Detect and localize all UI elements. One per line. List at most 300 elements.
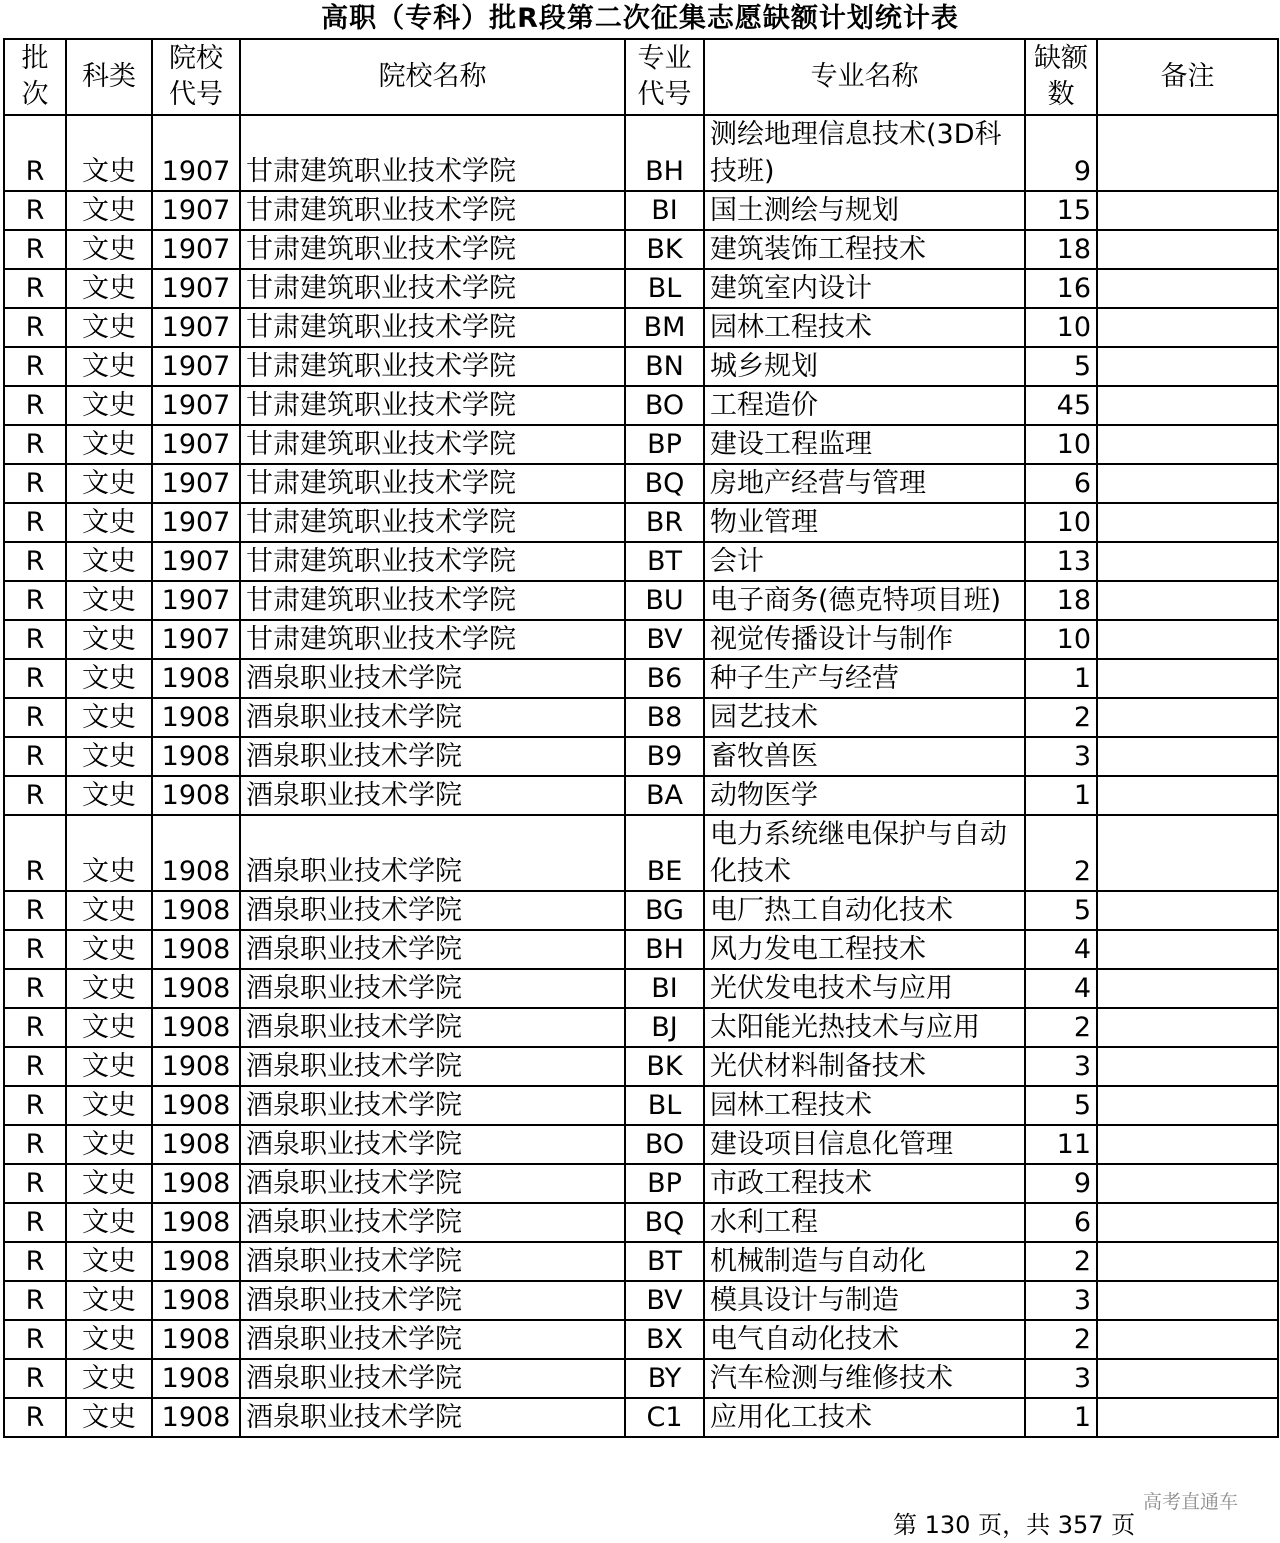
cell-vacancy-count: 5 <box>1025 347 1097 386</box>
cell-batch: R <box>4 620 66 659</box>
cell-remarks <box>1097 620 1278 659</box>
cell-category: 文史 <box>66 737 152 776</box>
cell-major-name: 工程造价 <box>704 386 1025 425</box>
cell-remarks <box>1097 1047 1278 1086</box>
cell-batch: R <box>4 269 66 308</box>
cell-major-code: BP <box>625 1164 704 1203</box>
table-row <box>4 1125 1278 1164</box>
cell-major-code: BT <box>625 542 704 581</box>
cell-major-name: 应用化工技术 <box>704 1398 1025 1437</box>
cell-batch: R <box>4 969 66 1008</box>
cell-major-name: 机械制造与自动化 <box>704 1242 1025 1281</box>
cell-school-name: 甘肃建筑职业技术学院 <box>240 542 625 581</box>
cell-category: 文史 <box>66 969 152 1008</box>
cell-vacancy-count: 9 <box>1025 115 1097 191</box>
cell-school-name: 甘肃建筑职业技术学院 <box>240 191 625 230</box>
cell-school-code: 1908 <box>152 659 240 698</box>
cell-category: 文史 <box>66 1281 152 1320</box>
cell-category: 文史 <box>66 930 152 969</box>
cell-school-name: 酒泉职业技术学院 <box>240 930 625 969</box>
cell-school-name: 甘肃建筑职业技术学院 <box>240 503 625 542</box>
cell-school-code: 1908 <box>152 698 240 737</box>
cell-remarks <box>1097 425 1278 464</box>
cell-remarks <box>1097 1281 1278 1320</box>
cell-batch: R <box>4 347 66 386</box>
cell-school-code: 1908 <box>152 969 240 1008</box>
cell-batch: R <box>4 1008 66 1047</box>
plan-table <box>3 38 1279 1438</box>
table-row <box>4 542 1278 581</box>
cell-school-name: 酒泉职业技术学院 <box>240 1320 625 1359</box>
cell-major-code: BV <box>625 1281 704 1320</box>
table-row <box>4 815 1278 891</box>
cell-remarks <box>1097 891 1278 930</box>
cell-major-name: 测绘地理信息技术(3D科技班) <box>704 115 1025 191</box>
cell-category: 文史 <box>66 659 152 698</box>
cell-remarks <box>1097 1164 1278 1203</box>
cell-batch: R <box>4 1125 66 1164</box>
cell-school-code: 1908 <box>152 776 240 815</box>
cell-major-name: 物业管理 <box>704 503 1025 542</box>
cell-batch: R <box>4 1320 66 1359</box>
cell-vacancy-count: 10 <box>1025 620 1097 659</box>
table-row <box>4 503 1278 542</box>
cell-batch: R <box>4 503 66 542</box>
cell-category: 文史 <box>66 1242 152 1281</box>
cell-school-name: 甘肃建筑职业技术学院 <box>240 115 625 191</box>
cell-remarks <box>1097 115 1278 191</box>
cell-school-name: 酒泉职业技术学院 <box>240 1125 625 1164</box>
header-row <box>4 39 1278 115</box>
table-row <box>4 659 1278 698</box>
cell-major-name: 汽车检测与维修技术 <box>704 1359 1025 1398</box>
cell-school-code: 1908 <box>152 1086 240 1125</box>
cell-major-name: 风力发电工程技术 <box>704 930 1025 969</box>
cell-category: 文史 <box>66 542 152 581</box>
cell-major-name: 建设工程监理 <box>704 425 1025 464</box>
cell-major-name: 畜牧兽医 <box>704 737 1025 776</box>
cell-school-code: 1907 <box>152 347 240 386</box>
cell-school-name: 酒泉职业技术学院 <box>240 659 625 698</box>
cell-vacancy-count: 2 <box>1025 1008 1097 1047</box>
cell-major-code: BJ <box>625 1008 704 1047</box>
table-row <box>4 230 1278 269</box>
cell-vacancy-count: 2 <box>1025 1320 1097 1359</box>
cell-category: 文史 <box>66 347 152 386</box>
table-row <box>4 1359 1278 1398</box>
cell-school-name: 酒泉职业技术学院 <box>240 1398 625 1437</box>
cell-vacancy-count: 10 <box>1025 503 1097 542</box>
cell-category: 文史 <box>66 1398 152 1437</box>
cell-major-name: 模具设计与制造 <box>704 1281 1025 1320</box>
cell-remarks <box>1097 1320 1278 1359</box>
cell-major-code: BY <box>625 1359 704 1398</box>
cell-major-code: BQ <box>625 1203 704 1242</box>
cell-remarks <box>1097 659 1278 698</box>
cell-major-code: BO <box>625 386 704 425</box>
cell-school-code: 1908 <box>152 737 240 776</box>
cell-major-code: BE <box>625 815 704 891</box>
cell-vacancy-count: 10 <box>1025 308 1097 347</box>
table-row <box>4 737 1278 776</box>
cell-school-code: 1908 <box>152 891 240 930</box>
cell-school-name: 甘肃建筑职业技术学院 <box>240 386 625 425</box>
cell-school-name: 酒泉职业技术学院 <box>240 1047 625 1086</box>
cell-batch: R <box>4 1047 66 1086</box>
cell-vacancy-count: 5 <box>1025 1086 1097 1125</box>
cell-major-name: 房地产经营与管理 <box>704 464 1025 503</box>
cell-major-name: 电子商务(德克特项目班) <box>704 581 1025 620</box>
cell-vacancy-count: 45 <box>1025 386 1097 425</box>
cell-major-name: 园林工程技术 <box>704 1086 1025 1125</box>
cell-batch: R <box>4 386 66 425</box>
cell-school-code: 1908 <box>152 1242 240 1281</box>
cell-school-code: 1908 <box>152 1047 240 1086</box>
cell-vacancy-count: 4 <box>1025 930 1097 969</box>
cell-category: 文史 <box>66 1359 152 1398</box>
cell-major-code: BH <box>625 115 704 191</box>
cell-category: 文史 <box>66 1164 152 1203</box>
table-row <box>4 1398 1278 1437</box>
cell-category: 文史 <box>66 1047 152 1086</box>
table-row <box>4 1164 1278 1203</box>
cell-school-name: 酒泉职业技术学院 <box>240 1203 625 1242</box>
cell-category: 文史 <box>66 425 152 464</box>
table-row <box>4 1242 1278 1281</box>
cell-school-code: 1907 <box>152 542 240 581</box>
cell-vacancy-count: 3 <box>1025 1359 1097 1398</box>
cell-category: 文史 <box>66 1125 152 1164</box>
cell-school-name: 酒泉职业技术学院 <box>240 1164 625 1203</box>
table-row <box>4 1320 1278 1359</box>
cell-major-code: BI <box>625 969 704 1008</box>
cell-school-name: 酒泉职业技术学院 <box>240 737 625 776</box>
cell-major-name: 建筑室内设计 <box>704 269 1025 308</box>
cell-remarks <box>1097 230 1278 269</box>
table-row <box>4 1047 1278 1086</box>
cell-vacancy-count: 4 <box>1025 969 1097 1008</box>
cell-school-code: 1907 <box>152 230 240 269</box>
cell-school-name: 酒泉职业技术学院 <box>240 1281 625 1320</box>
cell-major-name: 园林工程技术 <box>704 308 1025 347</box>
cell-category: 文史 <box>66 1320 152 1359</box>
cell-vacancy-count: 18 <box>1025 581 1097 620</box>
cell-school-name: 酒泉职业技术学院 <box>240 1242 625 1281</box>
cell-major-name: 市政工程技术 <box>704 1164 1025 1203</box>
table-row <box>4 1203 1278 1242</box>
cell-major-code: BM <box>625 308 704 347</box>
cell-batch: R <box>4 308 66 347</box>
cell-school-code: 1908 <box>152 1359 240 1398</box>
cell-vacancy-count: 1 <box>1025 776 1097 815</box>
cell-vacancy-count: 1 <box>1025 1398 1097 1437</box>
cell-major-name: 光伏发电技术与应用 <box>704 969 1025 1008</box>
cell-batch: R <box>4 230 66 269</box>
cell-remarks <box>1097 815 1278 891</box>
cell-vacancy-count: 5 <box>1025 891 1097 930</box>
cell-vacancy-count: 3 <box>1025 737 1097 776</box>
table-row <box>4 1008 1278 1047</box>
cell-major-name: 国土测绘与规划 <box>704 191 1025 230</box>
cell-batch: R <box>4 115 66 191</box>
cell-school-code: 1907 <box>152 581 240 620</box>
cell-major-code: B6 <box>625 659 704 698</box>
cell-vacancy-count: 11 <box>1025 1125 1097 1164</box>
table-row <box>4 191 1278 230</box>
cell-batch: R <box>4 1398 66 1437</box>
cell-school-code: 1907 <box>152 620 240 659</box>
cell-school-code: 1908 <box>152 1125 240 1164</box>
cell-major-code: BG <box>625 891 704 930</box>
table-row <box>4 891 1278 930</box>
table-row <box>4 969 1278 1008</box>
cell-school-code: 1908 <box>152 1398 240 1437</box>
cell-school-name: 酒泉职业技术学院 <box>240 1359 625 1398</box>
cell-major-name: 电气自动化技术 <box>704 1320 1025 1359</box>
header-category: 科类 <box>66 39 152 115</box>
cell-category: 文史 <box>66 698 152 737</box>
cell-school-code: 1907 <box>152 464 240 503</box>
cell-major-code: BL <box>625 269 704 308</box>
cell-major-code: B8 <box>625 698 704 737</box>
cell-major-name: 园艺技术 <box>704 698 1025 737</box>
cell-category: 文史 <box>66 1203 152 1242</box>
header-batch: 批次 <box>4 39 66 115</box>
cell-major-name: 光伏材料制备技术 <box>704 1047 1025 1086</box>
cell-major-code: BH <box>625 930 704 969</box>
cell-batch: R <box>4 1281 66 1320</box>
cell-major-code: BA <box>625 776 704 815</box>
cell-vacancy-count: 10 <box>1025 425 1097 464</box>
cell-school-name: 甘肃建筑职业技术学院 <box>240 347 625 386</box>
table-row <box>4 930 1278 969</box>
cell-major-name: 动物医学 <box>704 776 1025 815</box>
cell-batch: R <box>4 776 66 815</box>
cell-school-name: 甘肃建筑职业技术学院 <box>240 308 625 347</box>
cell-school-code: 1907 <box>152 503 240 542</box>
table-row <box>4 1086 1278 1125</box>
cell-remarks <box>1097 698 1278 737</box>
cell-remarks <box>1097 1008 1278 1047</box>
cell-school-name: 甘肃建筑职业技术学院 <box>240 425 625 464</box>
cell-major-name: 视觉传播设计与制作 <box>704 620 1025 659</box>
table-row <box>4 698 1278 737</box>
table-row <box>4 464 1278 503</box>
cell-major-name: 城乡规划 <box>704 347 1025 386</box>
cell-category: 文史 <box>66 269 152 308</box>
cell-school-code: 1908 <box>152 1164 240 1203</box>
header-remarks: 备注 <box>1097 39 1278 115</box>
cell-school-code: 1908 <box>152 1281 240 1320</box>
page-title: 高职（专科）批R段第二次征集志愿缺额计划统计表 <box>321 3 959 34</box>
cell-batch: R <box>4 891 66 930</box>
cell-remarks <box>1097 581 1278 620</box>
cell-remarks <box>1097 930 1278 969</box>
cell-remarks <box>1097 347 1278 386</box>
table-row <box>4 386 1278 425</box>
cell-major-code: BT <box>625 1242 704 1281</box>
cell-remarks <box>1097 1203 1278 1242</box>
cell-remarks <box>1097 503 1278 542</box>
cell-remarks <box>1097 1359 1278 1398</box>
cell-vacancy-count: 3 <box>1025 1047 1097 1086</box>
table-row <box>4 425 1278 464</box>
cell-batch: R <box>4 1086 66 1125</box>
cell-major-code: B9 <box>625 737 704 776</box>
cell-major-name: 种子生产与经营 <box>704 659 1025 698</box>
cell-vacancy-count: 6 <box>1025 1203 1097 1242</box>
cell-batch: R <box>4 737 66 776</box>
cell-major-name: 太阳能光热技术与应用 <box>704 1008 1025 1047</box>
cell-batch: R <box>4 464 66 503</box>
cell-category: 文史 <box>66 386 152 425</box>
cell-remarks <box>1097 1125 1278 1164</box>
cell-category: 文史 <box>66 464 152 503</box>
cell-category: 文史 <box>66 620 152 659</box>
cell-remarks <box>1097 269 1278 308</box>
cell-vacancy-count: 18 <box>1025 230 1097 269</box>
cell-school-code: 1908 <box>152 1320 240 1359</box>
cell-remarks <box>1097 386 1278 425</box>
cell-remarks <box>1097 776 1278 815</box>
cell-category: 文史 <box>66 1008 152 1047</box>
cell-vacancy-count: 15 <box>1025 191 1097 230</box>
table-row <box>4 1281 1278 1320</box>
cell-school-name: 甘肃建筑职业技术学院 <box>240 269 625 308</box>
cell-major-name: 会计 <box>704 542 1025 581</box>
cell-remarks <box>1097 191 1278 230</box>
cell-school-name: 甘肃建筑职业技术学院 <box>240 620 625 659</box>
cell-vacancy-count: 16 <box>1025 269 1097 308</box>
table-row <box>4 581 1278 620</box>
cell-major-code: C1 <box>625 1398 704 1437</box>
cell-batch: R <box>4 1242 66 1281</box>
cell-school-code: 1907 <box>152 191 240 230</box>
cell-remarks <box>1097 464 1278 503</box>
cell-vacancy-count: 13 <box>1025 542 1097 581</box>
cell-vacancy-count: 2 <box>1025 815 1097 891</box>
cell-batch: R <box>4 698 66 737</box>
cell-school-name: 酒泉职业技术学院 <box>240 1008 625 1047</box>
cell-major-code: BN <box>625 347 704 386</box>
header-school-code: 院校代号 <box>152 39 240 115</box>
cell-school-name: 酒泉职业技术学院 <box>240 698 625 737</box>
table-body <box>4 115 1278 1437</box>
cell-school-code: 1908 <box>152 1008 240 1047</box>
cell-batch: R <box>4 815 66 891</box>
cell-remarks <box>1097 737 1278 776</box>
cell-school-name: 酒泉职业技术学院 <box>240 776 625 815</box>
cell-major-code: BO <box>625 1125 704 1164</box>
cell-school-code: 1908 <box>152 1203 240 1242</box>
cell-remarks <box>1097 1086 1278 1125</box>
cell-school-name: 甘肃建筑职业技术学院 <box>240 230 625 269</box>
cell-category: 文史 <box>66 230 152 269</box>
cell-major-name: 电力系统继电保护与自动化技术 <box>704 815 1025 891</box>
cell-school-code: 1907 <box>152 308 240 347</box>
cell-category: 文史 <box>66 815 152 891</box>
table-row <box>4 308 1278 347</box>
cell-batch: R <box>4 581 66 620</box>
table-row <box>4 620 1278 659</box>
cell-vacancy-count: 6 <box>1025 464 1097 503</box>
cell-category: 文史 <box>66 1086 152 1125</box>
cell-vacancy-count: 2 <box>1025 698 1097 737</box>
table-row <box>4 115 1278 191</box>
cell-category: 文史 <box>66 503 152 542</box>
cell-major-name: 水利工程 <box>704 1203 1025 1242</box>
cell-major-code: BL <box>625 1086 704 1125</box>
cell-batch: R <box>4 542 66 581</box>
header-major-code: 专业代号 <box>625 39 704 115</box>
cell-vacancy-count: 3 <box>1025 1281 1097 1320</box>
cell-school-name: 酒泉职业技术学院 <box>240 815 625 891</box>
cell-school-code: 1907 <box>152 269 240 308</box>
cell-vacancy-count: 9 <box>1025 1164 1097 1203</box>
header-school-name: 院校名称 <box>240 39 625 115</box>
cell-major-name: 电厂热工自动化技术 <box>704 891 1025 930</box>
table-row <box>4 347 1278 386</box>
cell-batch: R <box>4 1164 66 1203</box>
cell-major-code: BX <box>625 1320 704 1359</box>
cell-category: 文史 <box>66 115 152 191</box>
cell-school-name: 酒泉职业技术学院 <box>240 1086 625 1125</box>
cell-school-code: 1907 <box>152 386 240 425</box>
cell-school-code: 1908 <box>152 815 240 891</box>
cell-school-code: 1908 <box>152 930 240 969</box>
cell-remarks <box>1097 542 1278 581</box>
cell-major-code: BU <box>625 581 704 620</box>
cell-batch: R <box>4 1203 66 1242</box>
cell-school-code: 1907 <box>152 425 240 464</box>
cell-major-code: BR <box>625 503 704 542</box>
cell-major-code: BK <box>625 230 704 269</box>
cell-major-code: BV <box>625 620 704 659</box>
cell-category: 文史 <box>66 776 152 815</box>
cell-school-name: 酒泉职业技术学院 <box>240 969 625 1008</box>
cell-vacancy-count: 1 <box>1025 659 1097 698</box>
cell-remarks <box>1097 969 1278 1008</box>
cell-batch: R <box>4 930 66 969</box>
cell-category: 文史 <box>66 191 152 230</box>
cell-remarks <box>1097 1242 1278 1281</box>
cell-vacancy-count: 2 <box>1025 1242 1097 1281</box>
cell-batch: R <box>4 1359 66 1398</box>
header-vacancy-count: 缺额数 <box>1025 39 1097 115</box>
cell-category: 文史 <box>66 308 152 347</box>
cell-major-code: BP <box>625 425 704 464</box>
watermark: 高考直通车 <box>1143 1491 1239 1513</box>
cell-category: 文史 <box>66 891 152 930</box>
cell-major-code: BQ <box>625 464 704 503</box>
cell-batch: R <box>4 425 66 464</box>
cell-major-name: 建筑装饰工程技术 <box>704 230 1025 269</box>
cell-major-name: 建设项目信息化管理 <box>704 1125 1025 1164</box>
table-row <box>4 776 1278 815</box>
cell-major-code: BI <box>625 191 704 230</box>
cell-major-code: BK <box>625 1047 704 1086</box>
cell-batch: R <box>4 659 66 698</box>
cell-school-name: 酒泉职业技术学院 <box>240 891 625 930</box>
table-row <box>4 269 1278 308</box>
cell-remarks <box>1097 308 1278 347</box>
header-major-name: 专业名称 <box>704 39 1025 115</box>
cell-batch: R <box>4 191 66 230</box>
cell-remarks <box>1097 1398 1278 1437</box>
page-footer: 第 130 页，共 357 页 <box>893 1511 1136 1539</box>
cell-category: 文史 <box>66 581 152 620</box>
cell-school-name: 甘肃建筑职业技术学院 <box>240 464 625 503</box>
